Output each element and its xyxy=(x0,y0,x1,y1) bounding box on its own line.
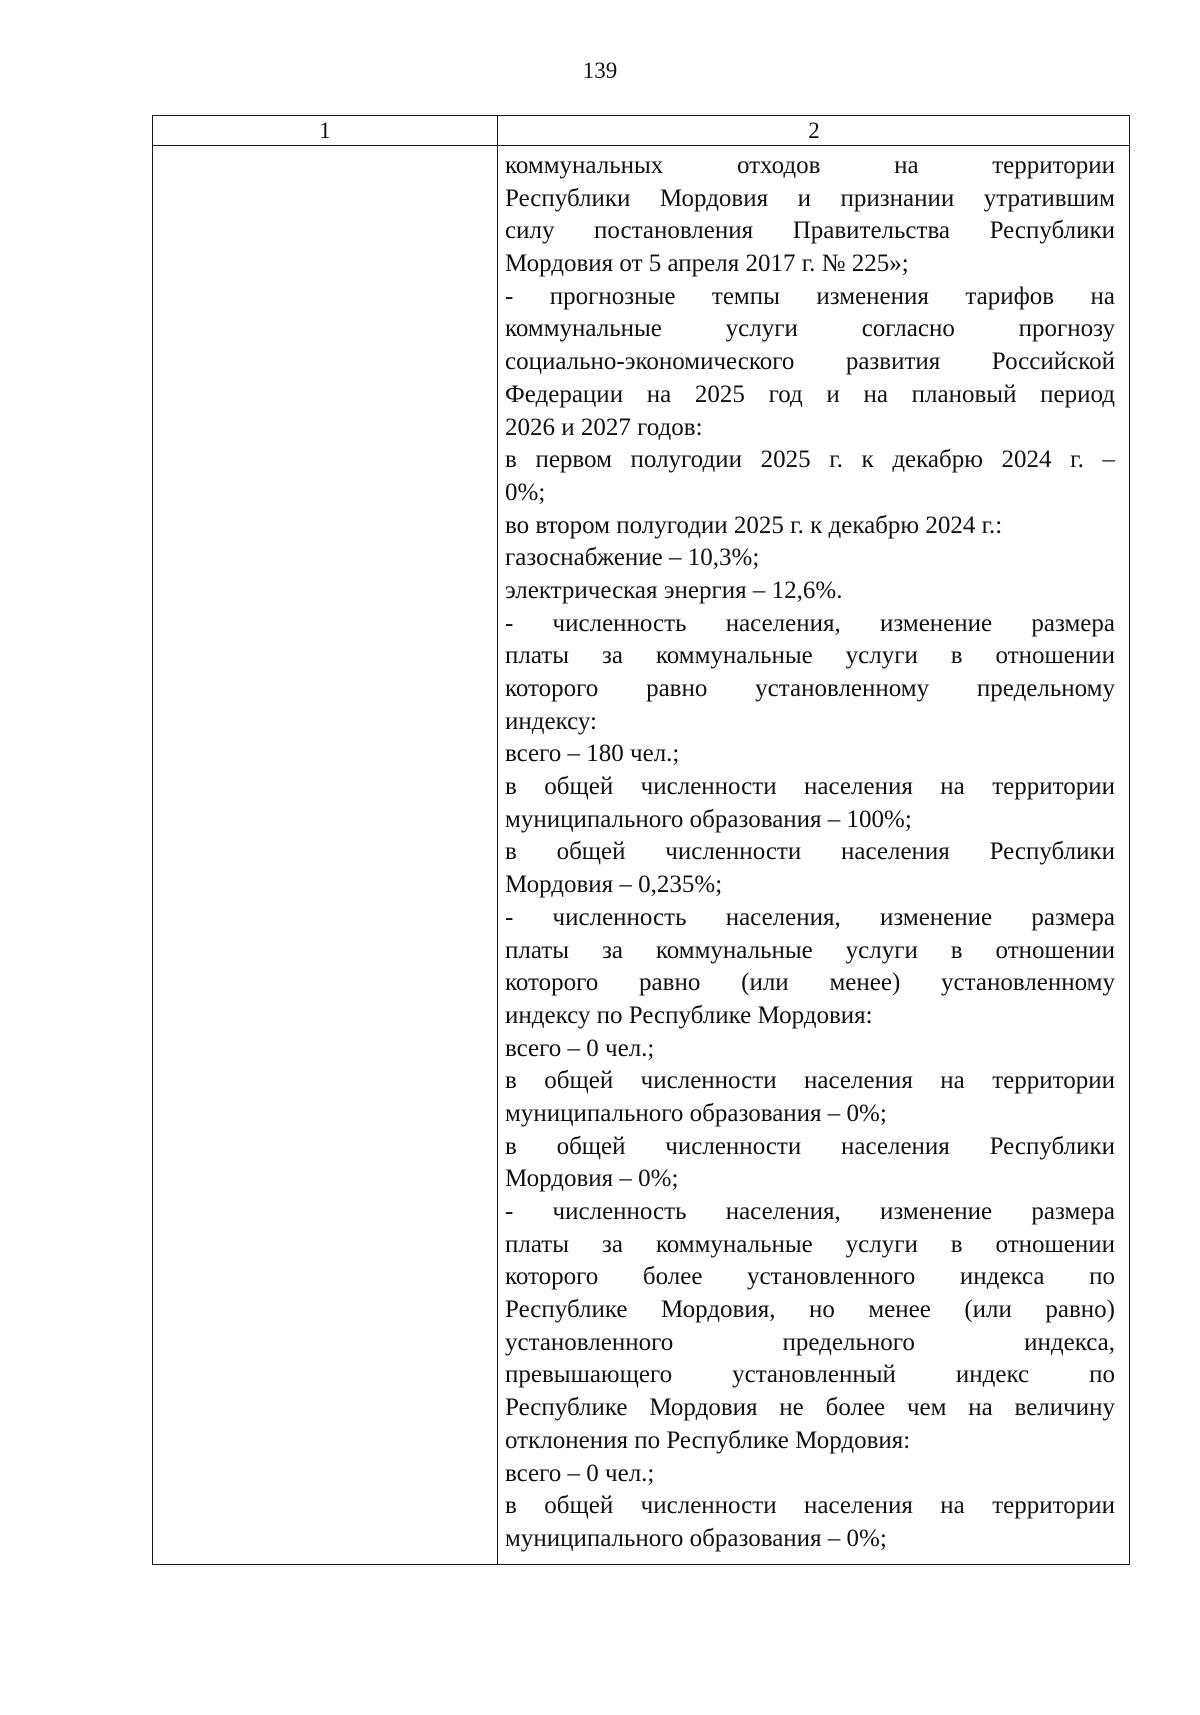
text-line: Республике Мордовия, но менее (или равно) xyxy=(505,1296,1115,1324)
text-line: Мордовия – 0%; xyxy=(505,1165,679,1193)
text-line: Мордовия – 0,235%; xyxy=(505,871,723,899)
text-line: платы за коммунальные услуги в отношении xyxy=(505,1230,1115,1258)
text-line: - численность населения, изменение размера xyxy=(505,903,1115,931)
text-line: индексу по Республике Мордовия: xyxy=(505,1001,873,1029)
text-line: Республики Мордовия и признании утратившим xyxy=(505,184,1115,212)
text-line: Федерации на 2025 год и на плановый период xyxy=(505,380,1115,408)
text-line: коммунальных отходов на территории xyxy=(505,152,1115,179)
text-line: 2026 и 2027 годов: xyxy=(505,413,703,441)
table-header-row xyxy=(153,116,1129,146)
text-line: муниципального образования – 0%; xyxy=(505,1099,887,1127)
text-line: - прогнозные темпы изменения тарифов на xyxy=(505,282,1115,310)
text-line: коммунальные услуги согласно прогнозу xyxy=(505,315,1115,343)
table-header-cell-1: 1 xyxy=(319,118,331,143)
document-table xyxy=(152,115,1130,1565)
page-number: 139 xyxy=(582,58,618,83)
text-line: газоснабжение – 10,3%; xyxy=(505,544,760,572)
text-line: в общей численности населения на территории xyxy=(505,1492,1115,1520)
text-line: в общей численности населения Республики xyxy=(505,1132,1115,1160)
text-line: всего – 0 чел.; xyxy=(505,1459,655,1487)
text-line: силу постановления Правительства Республики xyxy=(505,217,1115,245)
text-line: Мордовия от 5 апреля 2017 г. № 225»; xyxy=(505,250,909,278)
column-divider xyxy=(497,116,498,1564)
text-line: во втором полугодии 2025 г. к декабрю 2024 г.: xyxy=(505,511,1003,539)
text-line: электрическая энергия – 12,6%. xyxy=(505,576,843,604)
text-line: социально-экономического развития Российской xyxy=(505,348,1115,376)
text-line: в общей численности населения на территории xyxy=(505,773,1115,801)
table-header-cell-2: 2 xyxy=(808,118,820,143)
text-line: муниципального образования – 0%; xyxy=(505,1524,887,1552)
text-line: платы за коммунальные услуги в отношении xyxy=(505,642,1115,670)
text-line: в первом полугодии 2025 г. к декабрю 2024 г. – xyxy=(505,446,1115,474)
text-line: Республике Мордовия не более чем на величину xyxy=(505,1394,1115,1422)
text-line: 0%; xyxy=(505,478,546,506)
text-line: индексу: xyxy=(505,707,597,735)
text-line: всего – 0 чел.; xyxy=(505,1034,655,1062)
text-line: в общей численности населения Республики xyxy=(505,838,1115,866)
text-line: которого более установленного индекса по xyxy=(505,1263,1115,1291)
text-line: отклонения по Республике Мордовия: xyxy=(505,1426,911,1454)
table-cell-column-2 xyxy=(505,150,1115,1556)
text-line: всего – 180 чел.; xyxy=(505,740,680,768)
text-line: муниципального образования – 100%; xyxy=(505,805,912,833)
text-line: платы за коммунальные услуги в отношении xyxy=(505,936,1115,964)
text-line: которого равно установленному предельному xyxy=(505,675,1115,702)
text-line: - численность населения, изменение размера xyxy=(505,1198,1115,1225)
text-line: превышающего установленный индекс по xyxy=(505,1361,1115,1389)
text-line: установленного предельного индекса, xyxy=(505,1328,1115,1356)
text-line: в общей численности населения на территории xyxy=(505,1067,1115,1095)
text-line: которого равно (или менее) установленному xyxy=(505,969,1115,997)
text-line: - численность населения, изменение размера xyxy=(505,609,1115,637)
